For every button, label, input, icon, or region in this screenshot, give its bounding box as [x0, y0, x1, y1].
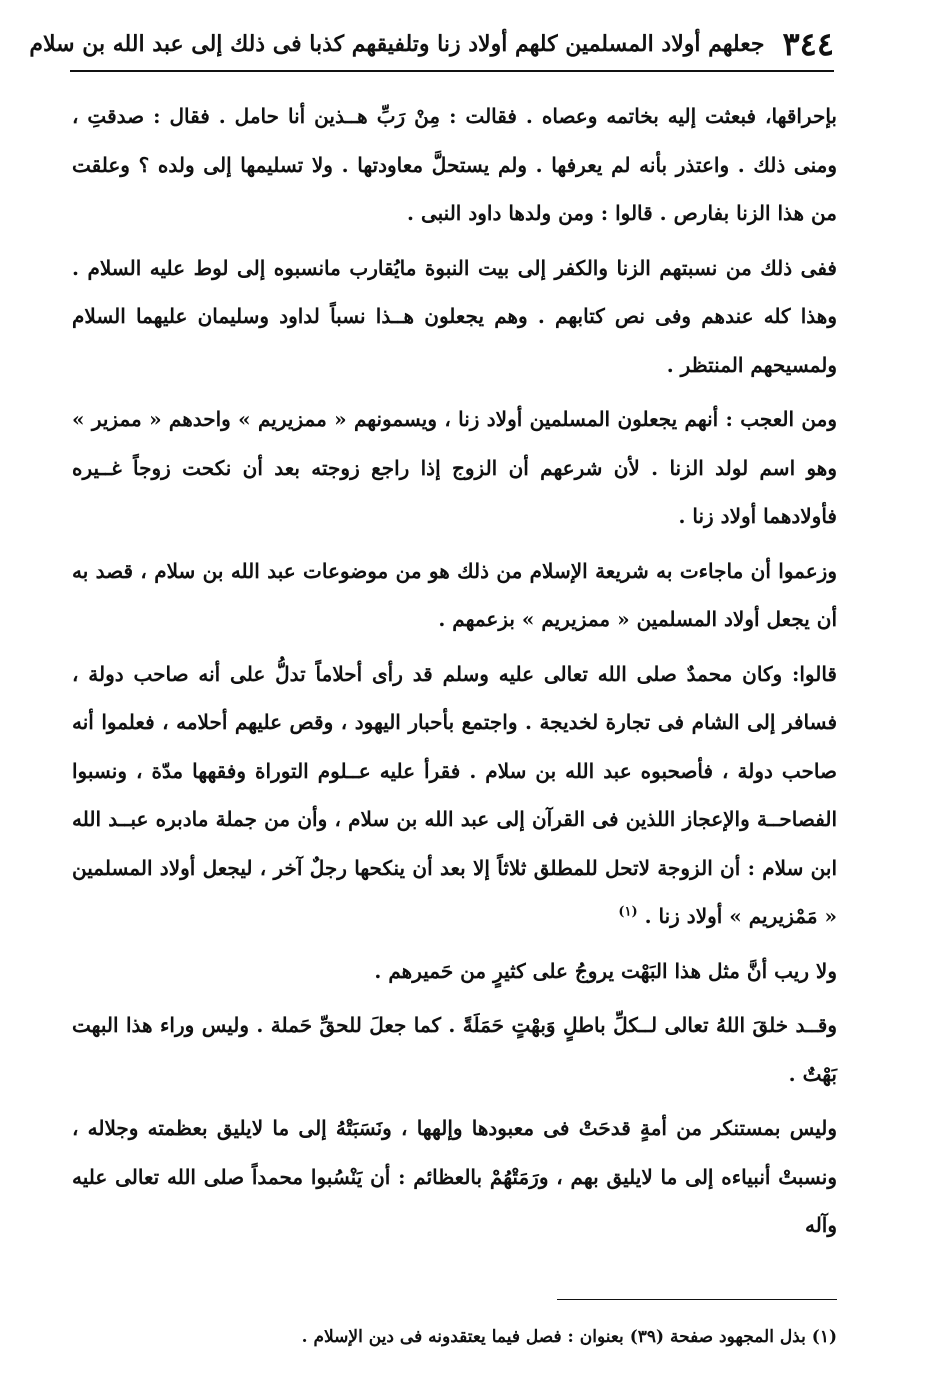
- paragraph-2: ففى ذلك من نسبتهم الزنا والكفر إلى بيت النبوة مايُقارب مانسبوه إلى لوط عليه السلام . وهذا كله عندهم وفى نص كتابهم . وهم يجعلون هــذا نسباً لداود وسليمان عليهما السلام ولمسيحهم المنتظر .: [72, 255, 837, 377]
- paragraph-4: وزعموا أن ماجاءت به شريعة الإسلام من ذلك هو من موضوعات عبد الله بن سلام ، قصد به أن يجعل أولاد المسلمين « ممزيريم » بزعمهم .: [72, 558, 837, 631]
- body-text: [72, 92, 837, 1256]
- paragraph-8: وليس بمستنكر من أمةٍ قدحَتْ فى معبودها وإلهها ، ونَسَبَتْهُ إلى ما لايليق بعظمته وجلاله ، ونسبتْ أنبياءه إلى ما لايليق بهم ، ورَمَتْهُمْ بالعظائم : أن يَنْسُبوا محمداً صلى الله تعالى عليه وآله: [72, 1116, 837, 1237]
- footnote-reference: (١): [618, 904, 638, 920]
- header-rule: [70, 70, 834, 72]
- paragraph-3: ومن العجب : أنهم يجعلون المسلمين أولاد زنا ، ويسمونهم « ممزيريم » واحدهم « ممزير » وهو اسم لولد الزنا . لأن شرعهم أن الزوج إذا راجع زوجته بعد أن نكحت زوجاً غــيره فأولادهما أولاد زنا .: [72, 407, 837, 528]
- paragraph-7: وقــد خلقَ اللهُ تعالى لــكلِّ باطلٍ وَبهْتٍ حَمَلَةً . كما جعلَ للحقِّ حَملة . وليس وراء هذا البهت بَهْتٌ .: [72, 1013, 837, 1086]
- paragraph-1: بإحراقها، فبعثت إليه بخاتمه وعصاه . فقالت : مِنْ رَبِّ هــذين أنا حامل . فقال : صدقتِ ، ومنى ذلك . واعتذر بأنه لم يعرفها . ولم يستحلَّ معاودتها . ولا تسليمها إلى ولده ؟ وعلقت من هذا الزنا بفارص . قالوا : ومن ولدها داود النبى .: [72, 104, 837, 225]
- footnote-rule: [557, 1299, 837, 1300]
- paragraph-5-text: قالوا: وكان محمدٌ صلى الله تعالى عليه وسلم قد رأى أحلاماً تدلُّ على أنه صاحب دولة ، فسافر إلى الشام فى تجارة لخديجة . واجتمع بأحبار اليهود ، وقص عليهم أحلامه ، فعلموا أنه صاحب دولة ، فأصحبوه عبد الله بن سلام . فقرأ عليه عــلوم التوراة وفقهها مدّة ، ونسبوا الفصاحــة والإعجاز اللذين فى القرآن إلى عبد الله بن سلام ، وأن من جملة مادبره عبــد الله ابن سلام : أن الزوجة لاتحل للمطلق ثلاثاً إلا بعد أن ينكحها رجلٌ آخر ، ليجعل أولاد المسلمين « مَمْزيريم » أولاد زنا .: [72, 661, 837, 928]
- paragraph-6: ولا ريب أنَّ مثل هذا البَهْت يروجُ على كثيرٍ من حَميرهم .: [374, 958, 837, 983]
- paragraph-5: [72, 650, 837, 941]
- page-header: [29, 20, 834, 68]
- page-number: ٣٤٤: [782, 25, 834, 63]
- running-title: جعلهم أولاد المسلمين كلهم أولاد زنا وتلفيقهم كذبا فى ذلك إلى عبد الله بن سلام: [29, 31, 765, 57]
- footnote: (١) بذل المجهود صفحة (٣٩) بعنوان : فصل فيما يعتقدونه فى دين الإسلام .: [301, 1327, 837, 1347]
